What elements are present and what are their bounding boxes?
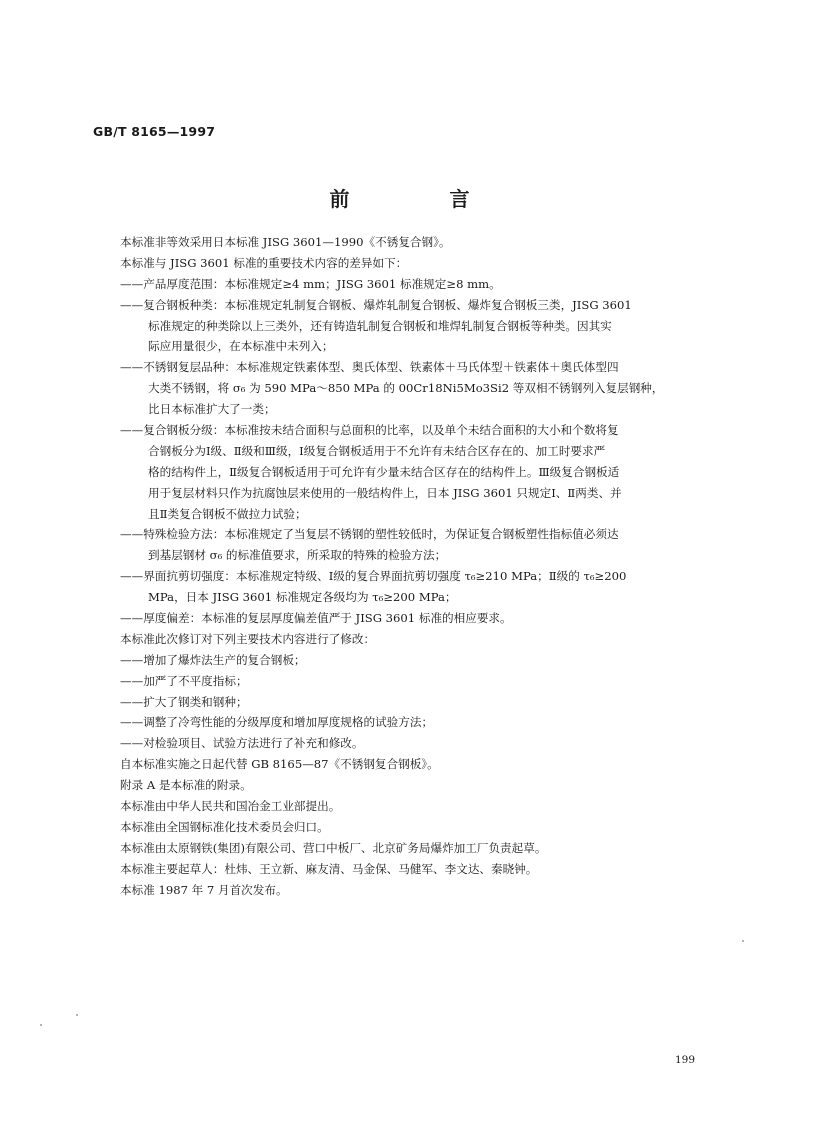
scan-speck	[40, 1024, 42, 1026]
standard-code-header: GB/T 8165—1997	[93, 124, 216, 139]
paragraph-line: ——复合钢板种类：本标准规定轧制复合钢板、爆炸轧制复合钢板、爆炸复合钢板三类，JISG 3601	[120, 297, 632, 312]
scan-speck	[742, 940, 744, 942]
paragraph-line: ——特殊检验方法：本标准规定了当复层不锈钢的塑性较低时，为保证复合钢板塑性指标值必须达	[120, 527, 619, 542]
paragraph-line: 本标准由太原钢铁(集团)有限公司、营口中板厂、北京矿务局爆炸加工厂负责起草。	[120, 840, 547, 855]
page-title: 前 言	[329, 187, 510, 211]
paragraph-line: 自本标准实施之日起代替 GB 8165—87《不锈钢复合钢板》。	[120, 757, 439, 772]
paragraph-line: ——厚度偏差：本标准的复层厚度偏差值严于 JISG 3601 标准的相应要求。	[120, 611, 512, 626]
paragraph-line: ——界面抗剪切强度：本标准规定特级、Ⅰ级的复合界面抗剪切强度 τ₆≥210 MPa；Ⅱ级的 τ₆≥200	[120, 569, 627, 584]
paragraph-line: ——调整了冷弯性能的分级厚度和增加厚度规格的试验方法；	[120, 715, 434, 730]
paragraph-continuation-line: 格的结构件上，Ⅱ级复合钢板适用于可允许有少量未结合区存在的结构件上。Ⅲ级复合钢板适	[148, 464, 620, 479]
paragraph-line: 本标准与 JISG 3601 标准的重要技术内容的差异如下：	[120, 255, 408, 270]
paragraph-line: 本标准主要起草人：杜炜、王立新、麻友清、马金保、马健军、李文达、秦晓钟。	[120, 861, 538, 876]
paragraph-line: ——加严了不平度指标；	[120, 673, 248, 688]
paragraph-line: ——复合钢板分级：本标准按未结合面积与总面积的比率，以及单个未结合面积的大小和个数将复	[120, 423, 619, 438]
paragraph-line: 本标准 1987 年 7 月首次发布。	[120, 882, 288, 897]
paragraph-line: 本标准非等效采用日本标准 JISG 3601—1990《不锈复合钢》。	[120, 235, 451, 249]
paragraph-line: ——产品厚度范围：本标准规定≥4 mm；JISG 3601 标准规定≥8 mm。	[120, 276, 501, 291]
paragraph-line: 附录 A 是本标准的附录。	[120, 778, 252, 793]
paragraph-continuation-line: 大类不锈钢，将 σ₆ 为 590 MPa～850 MPa 的 00Cr18Ni5Mo3Si2 等双相不锈钢列入复层钢种，	[148, 381, 664, 396]
paragraph-continuation-line: 到基层钢材 σ₆ 的标准值要求，所采取的特殊的检验方法；	[148, 548, 447, 563]
paragraph-line: ——增加了爆炸法生产的复合钢板；	[120, 652, 306, 667]
paragraph-line: ——不锈钢复层品种：本标准规定铁素体型、奥氏体型、铁素体＋马氏体型＋铁素体＋奥氏体型四	[120, 360, 619, 375]
paragraph-line: ——对检验项目、试验方法进行了补充和修改。	[120, 736, 364, 751]
paragraph-continuation-line: 际应用量很少，在本标准中未列入；	[148, 339, 334, 354]
paragraph-continuation-line: MPa，日本 JISG 3601 标准规定各级均为 τ₆≥200 MPa；	[148, 590, 457, 605]
paragraph-line: 本标准此次修订对下列主要技术内容进行了修改：	[120, 631, 376, 646]
paragraph-continuation-line: 用于复层材料只作为抗腐蚀层来使用的一般结构件上，日本 JISG 3601 只规定Ⅰ、Ⅱ两类、并	[148, 485, 622, 500]
paragraph-continuation-line: 比日本标准扩大了一类；	[148, 402, 276, 417]
paragraph-continuation-line: 合钢板分为Ⅰ级、Ⅱ级和Ⅲ级，Ⅰ级复合钢板适用于不允许有未结合区存在的、加工时要求严	[148, 443, 606, 458]
paragraph-continuation-line: 标准规定的种类除以上三类外，还有铸造轧制复合钢板和堆焊轧制复合钢板等种类。因其实	[148, 318, 612, 333]
paragraph-continuation-line: 且Ⅱ类复合钢板不做拉力试验；	[148, 506, 307, 521]
scan-speck	[76, 1014, 78, 1016]
page-number: 199	[675, 1054, 696, 1066]
paragraph-line: ——扩大了钢类和钢种；	[120, 694, 248, 709]
foreword-body	[120, 232, 720, 901]
paragraph-line: 本标准由中华人民共和国冶金工业部提出。	[120, 799, 341, 814]
paragraph-line: 本标准由全国钢标准化技术委员会归口。	[120, 819, 329, 834]
